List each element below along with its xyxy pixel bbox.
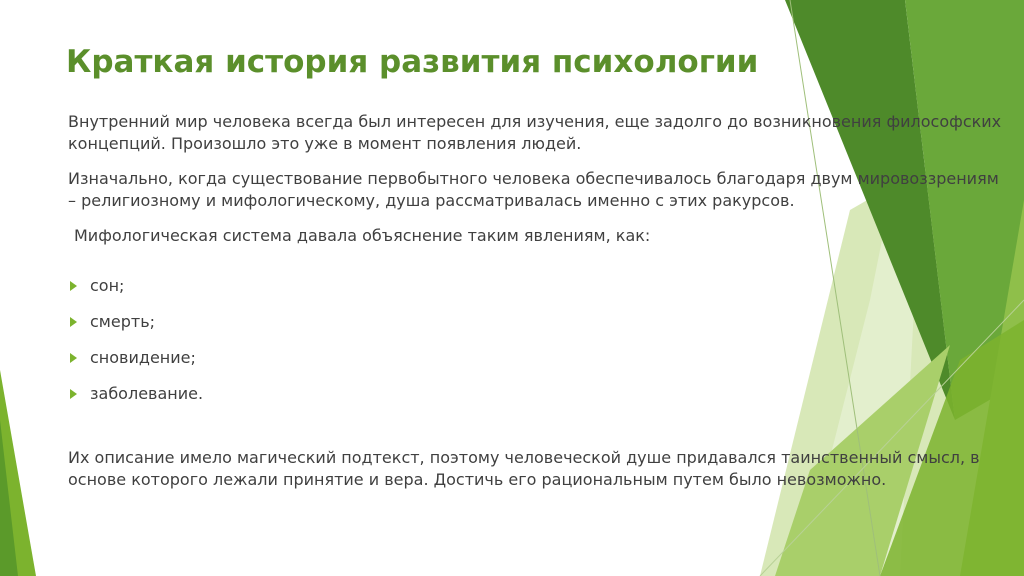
triangle-bullet-icon (70, 317, 77, 327)
list-item (68, 383, 1008, 405)
list-item (68, 275, 1008, 297)
list-item-text: сон; (90, 276, 125, 295)
paragraph-2: Изначально, когда существование первобытного человека обеспечивалось благодаря двум мировоззрениям – религиозному и мифологическому, душа рассматривалась именно с этих ракурсов. (68, 169, 999, 210)
paragraph-3: Мифологическая система давала объяснение таким явлениям, как: (74, 226, 651, 245)
list-item-text: заболевание. (90, 384, 204, 403)
slide-body (68, 111, 1008, 504)
triangle-bullet-icon (70, 353, 77, 363)
triangle-bullet-icon (70, 281, 77, 291)
closing-paragraph: Их описание имело магический подтекст, поэтому человеческой душе придавался таинственный смысл, в основе которого лежали принятие и вера. Достичь его рациональным путем было невозможно. (68, 448, 980, 489)
list-item (68, 311, 1008, 333)
triangle-bullet-icon (70, 389, 77, 399)
list-item-text: сновидение; (90, 348, 196, 367)
paragraph-1: Внутренний мир человека всегда был интересен для изучения, еще задолго до возникновения философских концепций. Произошло это уже в момент появления людей. (68, 112, 1002, 153)
list-item (68, 347, 1008, 369)
slide-title: Краткая история развития психологии (66, 44, 759, 80)
list-item-text: смерть; (90, 312, 156, 331)
bullet-list (68, 275, 1008, 405)
